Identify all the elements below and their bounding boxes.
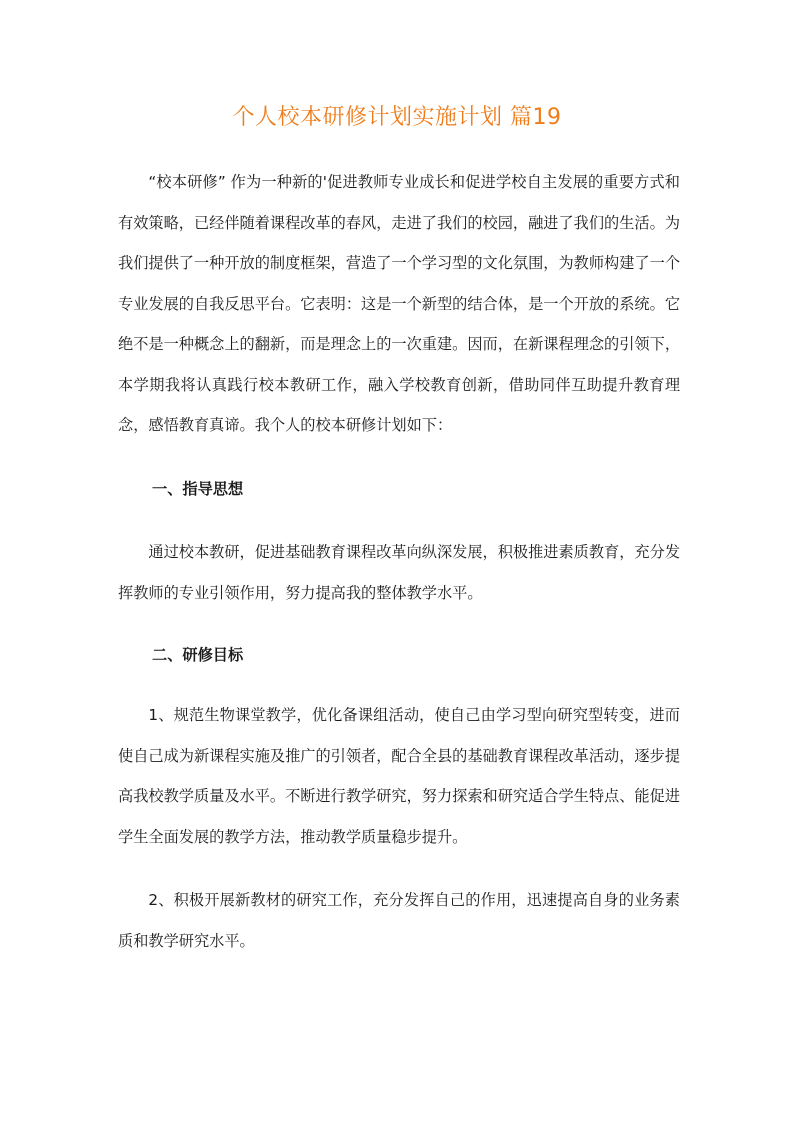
section-heading-guiding-ideology: 一、指导思想 — [152, 480, 244, 498]
document-title: 个人校本研修计划实施计划 篇19 — [232, 105, 562, 130]
intro-paragraph: “校本研修” 作为一种新的'促进教师专业成长和促进学校自主发展的重要方式和有效策略，已经伴随着课程改革的春风，走进了我们的校园，融进了我们的生活。为我们提供了一种开放的制度框架，营造了一个学习型的文化氛围，为教师构建了一个专业发展的自我反思平台。它表明：这是一个新型的结合体，是一个开放的系统。它绝不是一种概念上的翻新，而是理念上的一次重建。因而，在新课程理念的引领下，本学期我将认真践行校本教研工作，融入学校教育创新，借助同伴互助提升教育理念，感悟教育真谛。我个人的校本研修计划如下： — [118, 173, 680, 434]
section-heading-training-goals: 二、研修目标 — [152, 646, 244, 664]
goal-paragraph-2: 2、积极开展新教材的研究工作，充分发挥自己的作用，迅速提高自身的业务素质和教学研究水平。 — [118, 891, 680, 950]
guiding-ideology-paragraph: 通过校本教研，促进基础教育课程改革向纵深发展，积极推进素质教育，充分发挥教师的专业引领作用，努力提高我的整体教学水平。 — [118, 543, 680, 602]
goal-paragraph-1: 1、规范生物课堂教学，优化备课组活动，使自己由学习型向研究型转变，进而使自己成为新课程实施及推广的引领者，配合全县的基础教育课程改革活动，逐步提高我校教学质量及水平。不断进行教学研究，努力探索和研究适合学生特点、能促进学生全面发展的教学方法，推动教学质量稳步提升。 — [118, 706, 680, 846]
